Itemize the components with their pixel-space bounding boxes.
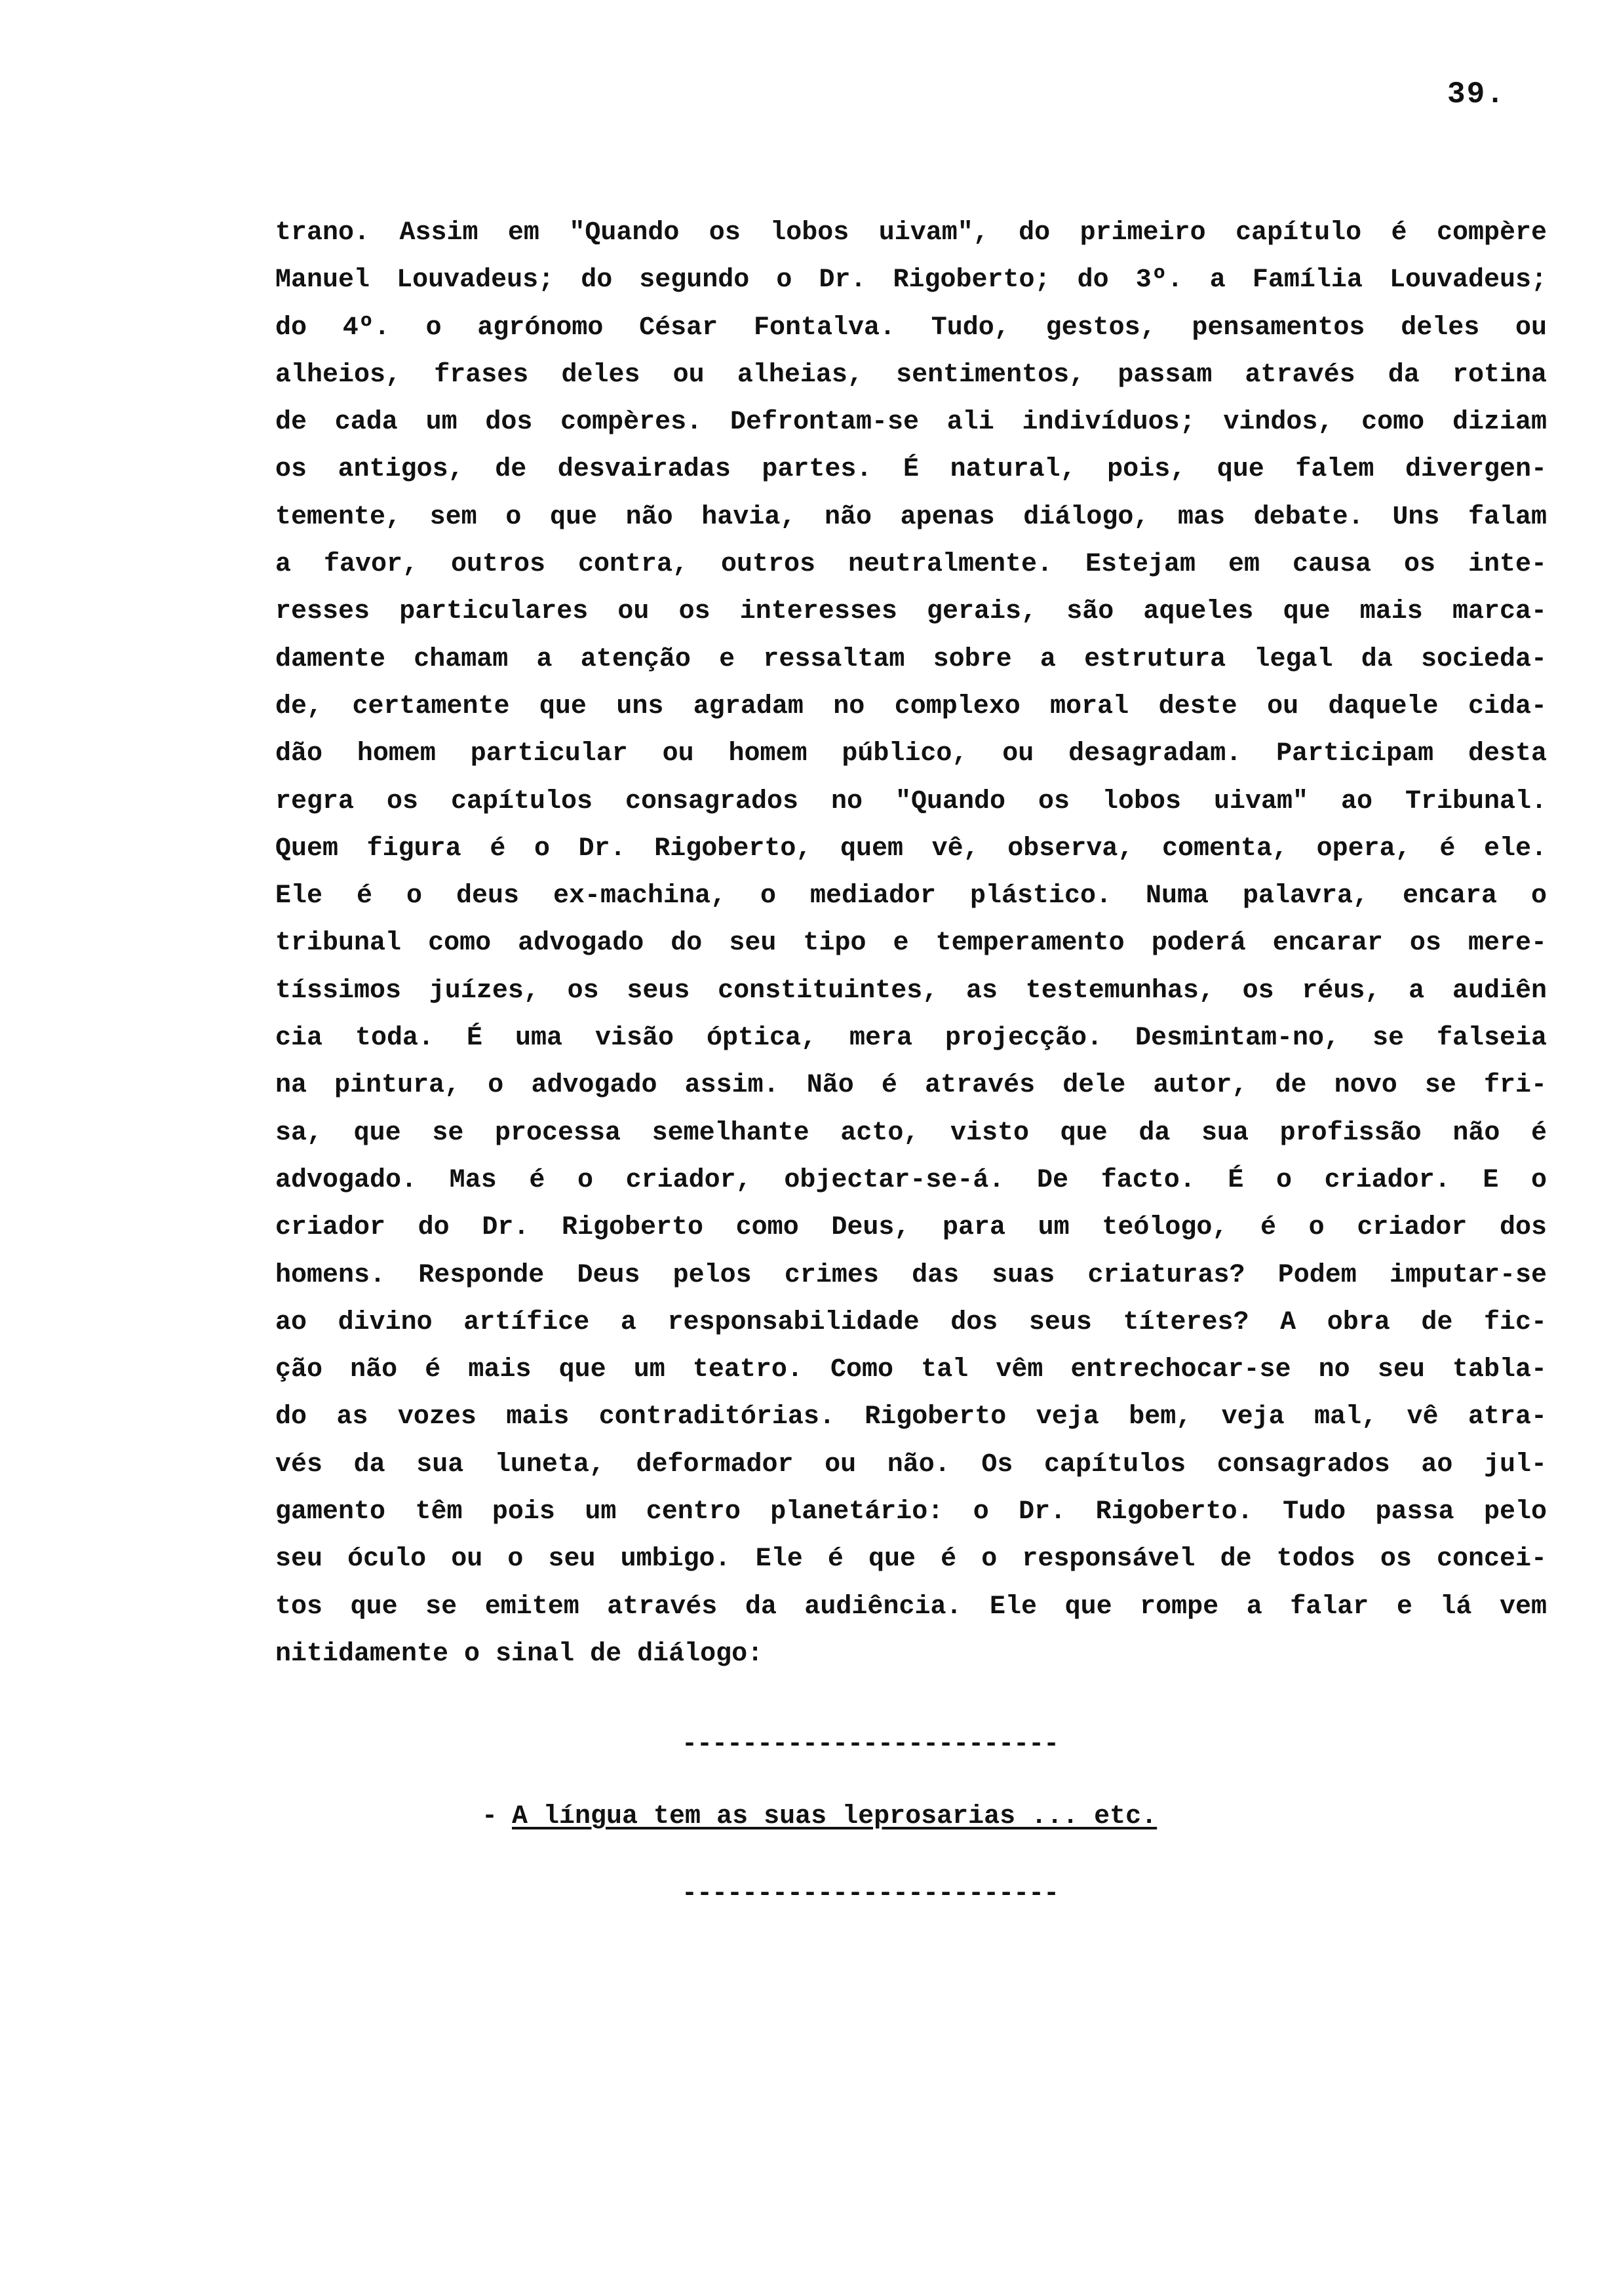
text-line: homens. Responde Deus pelos crimes das suas criaturas? Podem imputar-se [275,1260,1547,1290]
quote-line [482,1802,1157,1831]
text-line: Ele é o deus ex-machina, o mediador plástico. Numa palavra, encara o [275,881,1547,911]
text-line: de, certamente que uns agradam no complexo moral deste ou daquele cida- [275,691,1547,721]
text-line: vés da sua luneta, deformador ou não. Os capítulos consagrados ao jul- [275,1449,1547,1480]
separator-line-top: ------------------------- [682,1730,1059,1759]
text-line: criador do Dr. Rigoberto como Deus, para um teólogo, é o criador dos [275,1213,1547,1243]
separator-line-bottom: ------------------------- [682,1879,1059,1909]
text-line: temente, sem o que não havia, não apenas diálogo, mas debate. Uns falam [275,502,1547,532]
quote-text: A língua tem as suas leprosarias ... etc. [512,1802,1158,1831]
text-line: do 4º. o agrónomo César Fontalva. Tudo, gestos, pensamentos deles ou [275,313,1547,343]
text-line: na pintura, o advogado assim. Não é através dele autor, de novo se fri- [275,1071,1547,1101]
text-line: do as vozes mais contraditórias. Rigoberto veja bem, veja mal, vê atra- [275,1402,1547,1432]
text-line: advogado. Mas é o criador, objectar-se-á. De facto. É o criador. E o [275,1165,1547,1195]
text-line: nitidamente o sinal de diálogo: [275,1639,764,1669]
text-line: os antigos, de desvairadas partes. É natural, pois, que falem divergen- [275,455,1547,485]
text-line: tos que se emitem através da audiência. Ele que rompe a falar e lá vem [275,1592,1547,1622]
text-line: dão homem particular ou homem público, ou desagradam. Participam desta [275,739,1547,769]
page-number: 39. [1447,77,1506,111]
text-line: de cada um dos compères. Defrontam-se ali indivíduos; vindos, como diziam [275,408,1547,438]
text-line: seu óculo ou o seu umbigo. Ele é que é o responsável de todos os concei- [275,1544,1547,1575]
text-line: damente chamam a atenção e ressaltam sobre a estrutura legal da socieda- [275,644,1547,674]
text-line: sa, que se processa semelhante acto, visto que da sua profissão não é [275,1118,1547,1148]
text-line: regra os capítulos consagrados no "Quando os lobos uivam" ao Tribunal. [275,786,1547,816]
quote-dash: - [482,1802,498,1831]
text-line: resses particulares ou os interesses gerais, são aqueles que mais marca- [275,597,1547,627]
text-line: cia toda. É uma visão óptica, mera projecção. Desmintam-no, se falseia [275,1024,1547,1054]
text-line: gamento têm pois um centro planetário: o Dr. Rigoberto. Tudo passa pelo [275,1497,1547,1527]
text-line: trano. Assim em "Quando os lobos uivam", do primeiro capítulo é compère [275,218,1547,248]
text-line: Quem figura é o Dr. Rigoberto, quem vê, observa, comenta, opera, é ele. [275,833,1547,864]
text-line: tribunal como advogado do seu tipo e temperamento poderá encarar os mere- [275,928,1547,959]
body-text [275,210,1547,1678]
text-line: a favor, outros contra, outros neutralmente. Estejam em causa os inte- [275,550,1547,580]
text-line: ao divino artífice a responsabilidade dos seus títeres? A obra de fic- [275,1307,1547,1337]
text-line: Manuel Louvadeus; do segundo o Dr. Rigoberto; do 3º. a Família Louvadeus; [275,265,1547,296]
text-line: tíssimos juízes, os seus constituintes, as testemunhas, os réus, a audiên [275,976,1547,1006]
text-line: alheios, frases deles ou alheias, sentimentos, passam através da rotina [275,360,1547,390]
text-line: ção não é mais que um teatro. Como tal vêm entrechocar-se no seu tabla- [275,1355,1547,1385]
